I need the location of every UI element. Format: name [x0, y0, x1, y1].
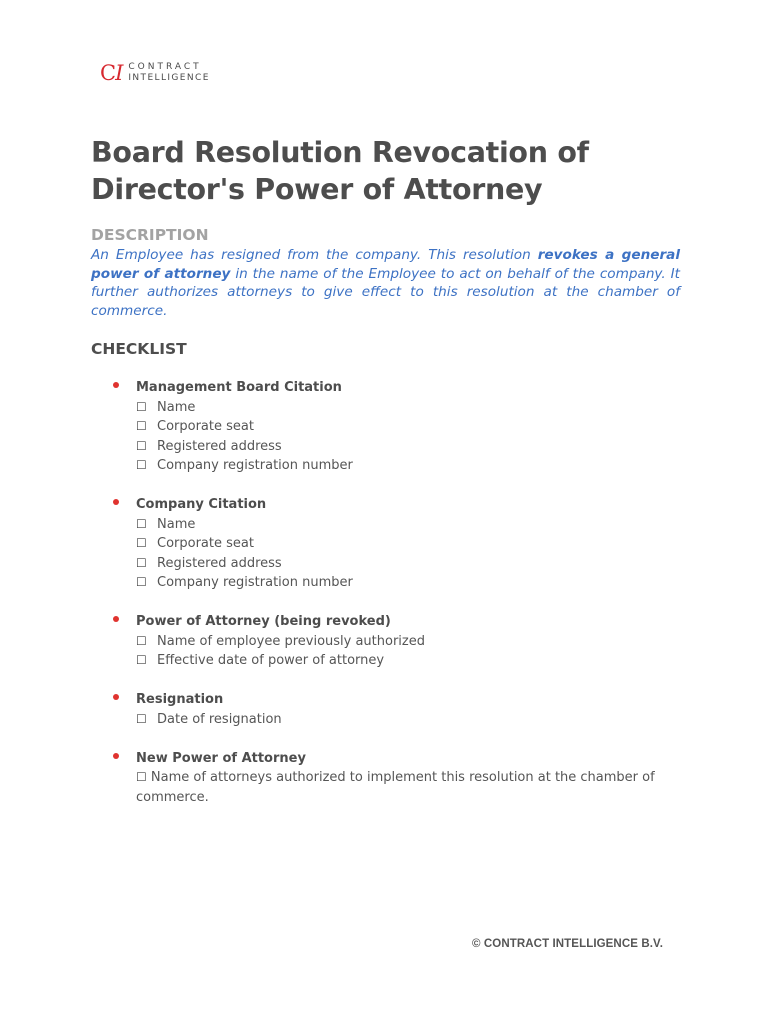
checklist-item[interactable]: ☐ Corporate seat	[136, 417, 668, 437]
checklist-item[interactable]: ☐ Company registration number	[136, 573, 668, 593]
checklist-item[interactable]: ☐ Name of attorneys authorized to implement this resolution at the chamber of commerce.	[136, 770, 655, 805]
bullet-icon	[113, 616, 119, 622]
checklist-item[interactable]: ☐ Name	[136, 515, 668, 535]
bullet-icon	[113, 694, 119, 700]
document-title: Board Resolution Revocation of Director's Power of Attorney	[91, 136, 589, 206]
checklist-heading: CHECKLIST	[91, 340, 187, 358]
checkbox-icon[interactable]: ☐	[136, 770, 147, 784]
checkbox-icon[interactable]: ☐	[136, 516, 147, 531]
description-text: An Employee has resigned from the company. This resolution revokes a general power of attorney in the name of the Employee to act on behalf of the company. It further authorizes attorneys to give effect to this resolution at the chamber of commerce.	[91, 247, 680, 319]
logo-line-2: INTELLIGENCE	[128, 73, 210, 83]
description-emphasis: revokes a general power of attorney	[91, 247, 680, 282]
checklist-group-company-citation	[108, 495, 668, 593]
bullet-icon	[113, 499, 119, 505]
checklist-group-resignation	[108, 690, 668, 729]
checklist-item[interactable]: ☐ Name	[136, 398, 668, 418]
checklist-item[interactable]: ☐ Company registration number	[136, 456, 668, 476]
group-title: New Power of Attorney	[136, 750, 306, 766]
logo-wordmark	[128, 63, 209, 83]
copyright-footer: © CONTRACT INTELLIGENCE B.V.	[472, 938, 664, 950]
group-title: Management Board Citation	[136, 380, 342, 395]
group-title: Resignation	[136, 692, 224, 707]
checkbox-icon[interactable]: ☐	[136, 633, 147, 648]
checklist-item[interactable]: ☐ Effective date of power of attorney	[136, 651, 668, 671]
checkbox-icon[interactable]: ☐	[136, 575, 147, 589]
description-heading: DESCRIPTION	[91, 226, 209, 244]
checklist-item[interactable]: ☐ Date of resignation	[136, 710, 668, 730]
checklist-group-new-power-of-attorney	[108, 749, 668, 808]
group-title: Power of Attorney (being revoked)	[136, 614, 391, 629]
checkbox-icon[interactable]: ☐	[136, 438, 147, 453]
checkbox-icon[interactable]: ☐	[136, 555, 147, 570]
checkbox-icon[interactable]: ☐	[136, 536, 147, 550]
checklist-group-power-of-attorney	[108, 612, 668, 671]
checklist-item[interactable]: ☐ Registered address	[136, 437, 668, 457]
bullet-icon	[113, 753, 119, 759]
checkbox-icon[interactable]: ☐	[136, 419, 147, 433]
logo-line-1: CONTRACT	[128, 62, 202, 72]
checkbox-icon[interactable]: ☐	[136, 399, 147, 414]
checkbox-icon[interactable]: ☐	[136, 653, 147, 667]
checklist-item[interactable]: ☐ Name of employee previously authorized	[136, 632, 668, 652]
checklist-item[interactable]: ☐ Corporate seat	[136, 534, 668, 554]
checklist-group-management-board-citation	[108, 378, 668, 476]
bullet-icon	[113, 382, 119, 388]
checklist	[108, 378, 668, 827]
group-title: Company Citation	[136, 497, 267, 512]
company-logo	[100, 60, 210, 86]
logo-mark: CI	[100, 60, 123, 85]
checkbox-icon[interactable]: ☐	[136, 458, 147, 472]
checklist-item[interactable]: ☐ Registered address	[136, 554, 668, 574]
checkbox-icon[interactable]: ☐	[136, 711, 147, 726]
